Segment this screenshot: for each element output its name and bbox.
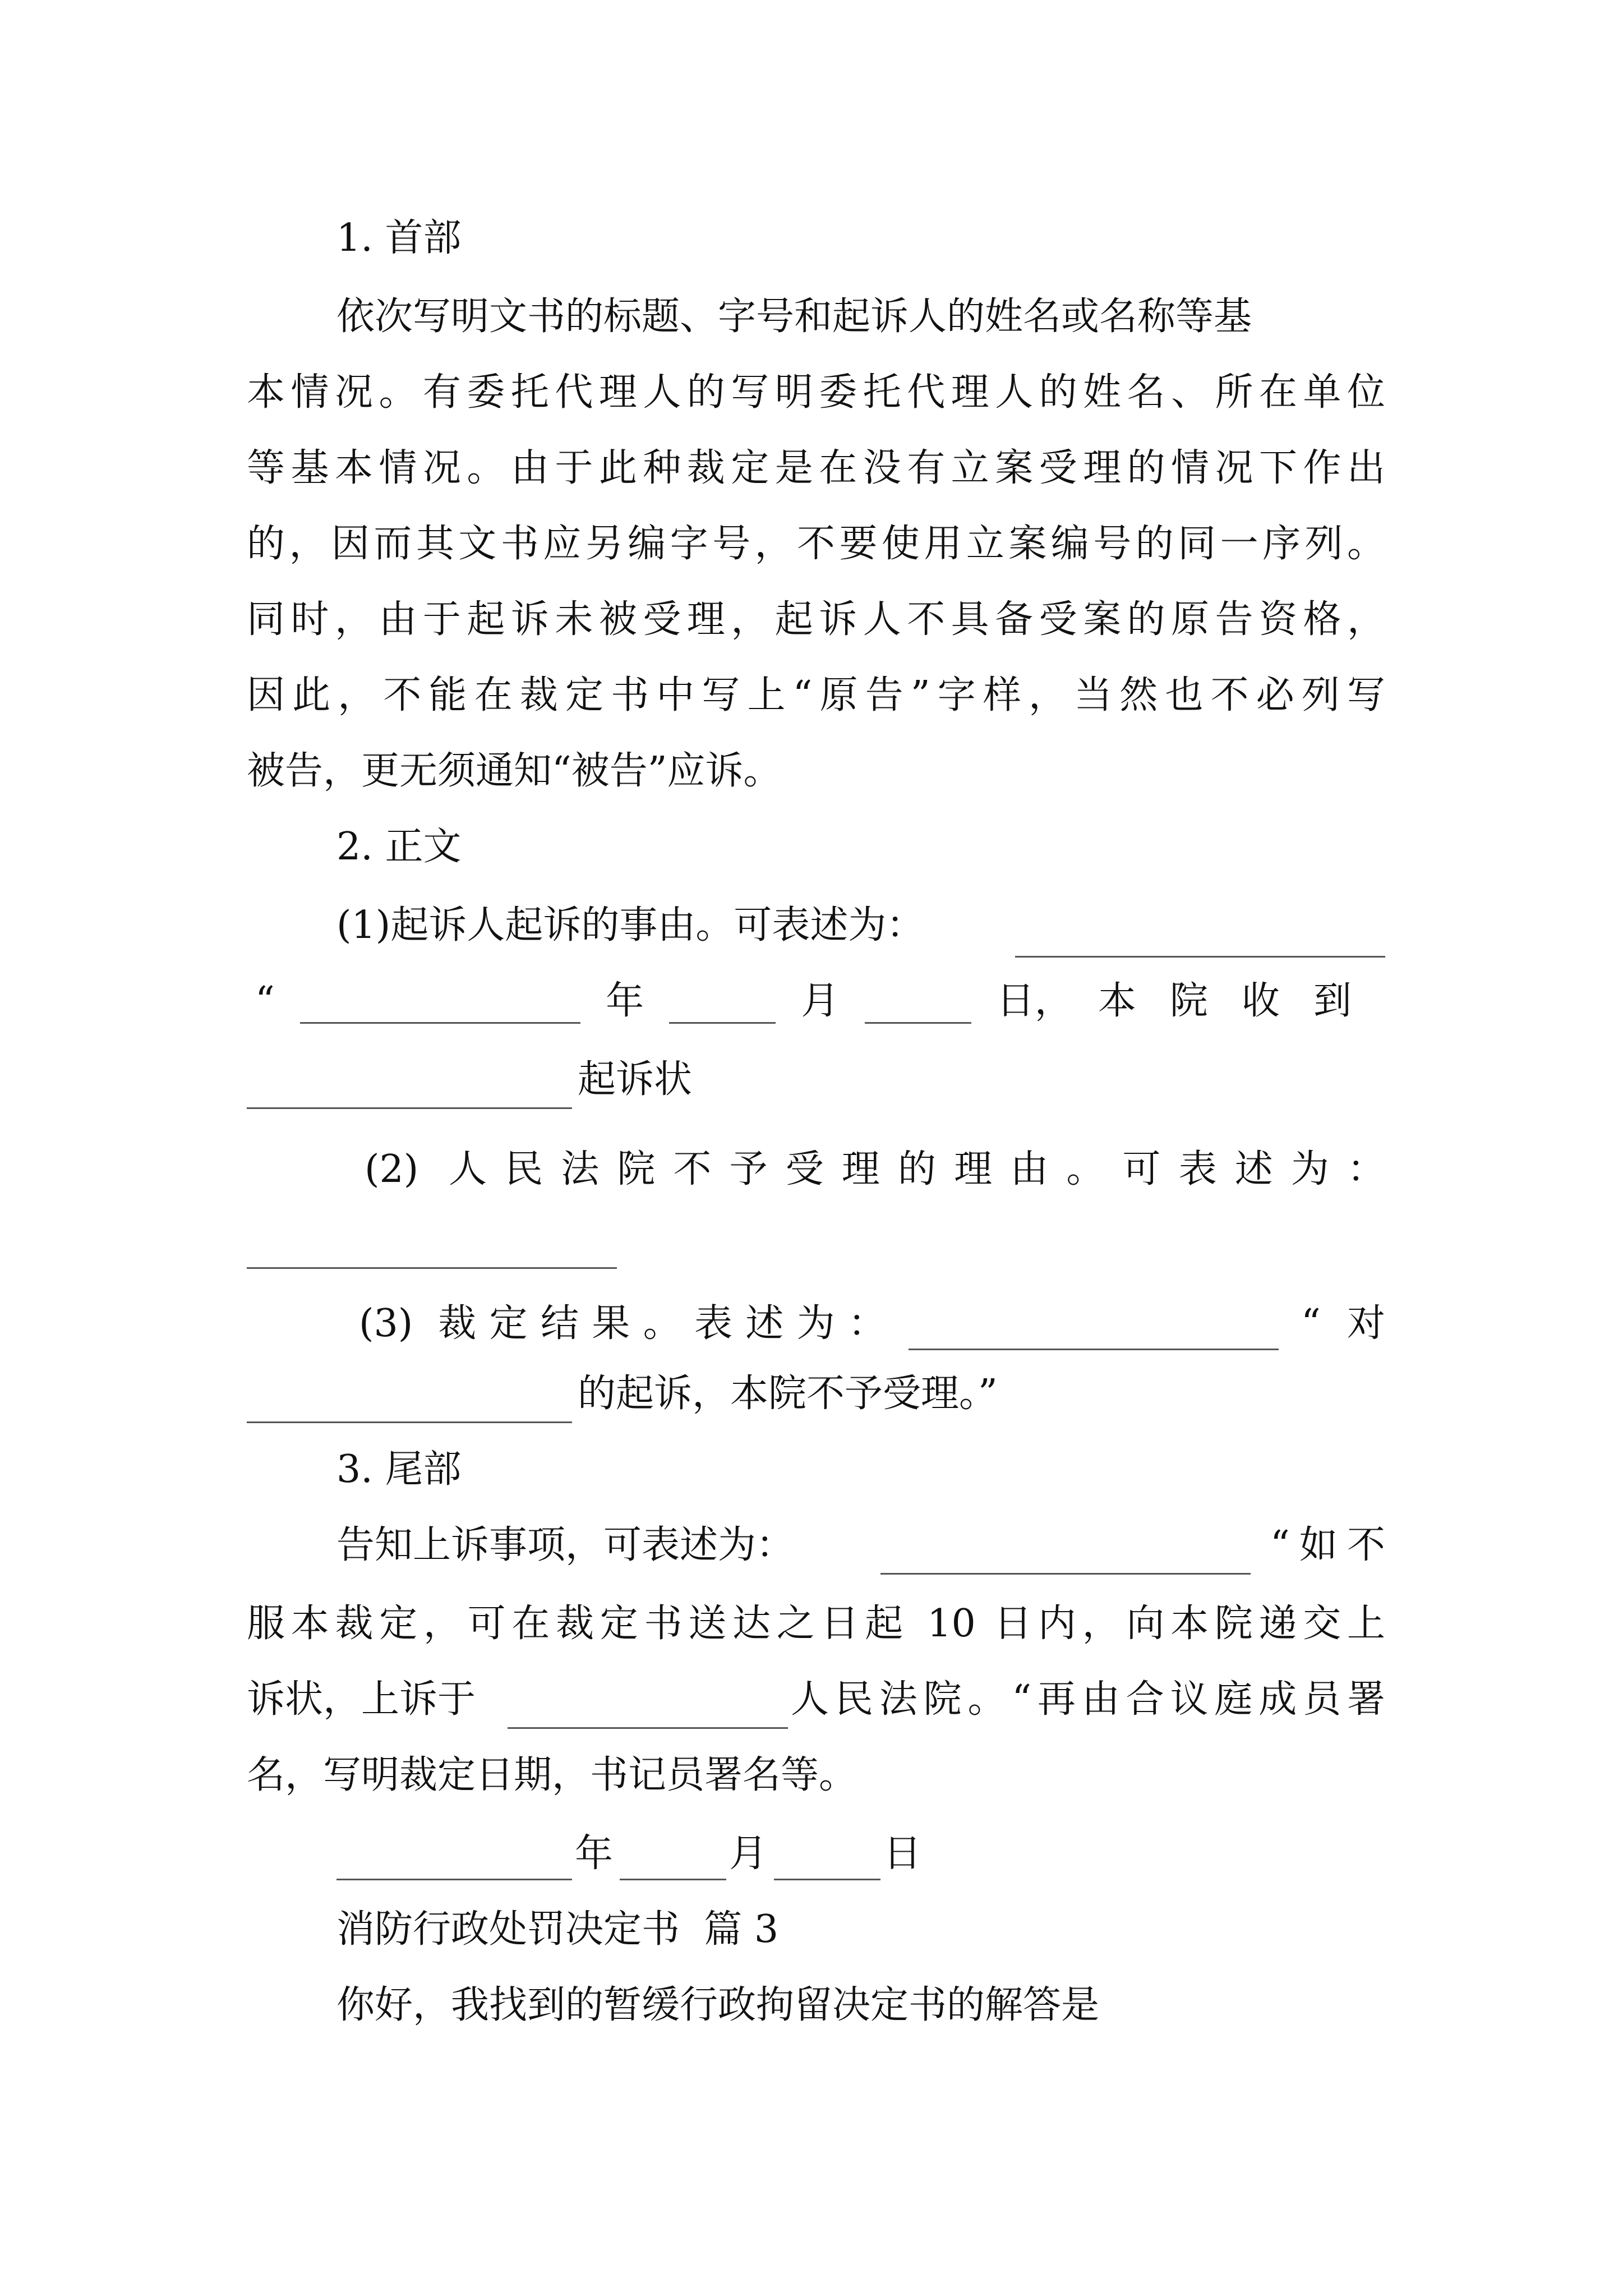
blank-line [247,1105,572,1109]
appeal-lead: 告知上诉事项，可表述为： [336,1523,795,1567]
section-heading-3: 3. 尾部 [336,1447,462,1492]
appeal-quote: “如不 [1270,1523,1385,1567]
blank-line [247,1265,617,1269]
blank-line [508,1725,788,1729]
item-1-lead: (1)起诉人起诉的事由。可表述为： [336,903,925,947]
blank-line [300,988,580,1024]
received-label: 本院收到 [1098,979,1385,1023]
next-article-title: 消防行政处罚决定书 篇 3 [336,1907,779,1952]
item-3-quote: “对 [1301,1301,1385,1346]
answer-line: 你好，我找到的暂缓行政拘留决定书的解答是 [336,1983,1100,2027]
year-label: 年 [606,979,644,1023]
section-heading-2: 2. 正文 [336,825,462,869]
item-3-text: (3) 裁定结果。表述为： [359,1301,886,1346]
blank-line [865,988,971,1024]
paragraph-line: 依次写明文书的标题、字号和起诉人的姓名或名称等基 [336,295,1252,339]
blank-line [909,1346,1279,1350]
paragraph-line: 的，因而其文书应另编字号，不要使用立案编号的同一序列。 [247,522,1385,566]
paragraph-line: 等基本情况。由于此种裁定是在没有立案受理的情况下作出 [247,446,1385,490]
blank-line [247,1419,572,1423]
paragraph-line: 服本裁定，可在裁定书送达之日起 10 日内，向本院递交上 [247,1602,1385,1646]
blank-line [1015,954,1385,958]
day-label: 日， [996,979,1073,1023]
blank-line [774,1876,880,1880]
blank-line [669,988,776,1024]
blank-line [620,1876,726,1880]
quote-mark: “ [255,979,275,1023]
month-label: 月 [801,979,840,1023]
section-heading-1: 1. 首部 [336,216,462,260]
appeal-court-tail: 人民法院。“再由合议庭成员署 [791,1677,1385,1722]
item-1-tail: 起诉状 [578,1057,693,1102]
paragraph-line: 被告，更无须通知“被告”应诉。 [247,749,782,793]
appeal-court-lead: 诉状，上诉于 [247,1677,476,1722]
item-1-date-line [255,979,1385,1024]
paragraph-line: 本情况。有委托代理人的写明委托代理人的姓名、所在单位 [247,370,1385,415]
date-month-label: 月 [729,1832,768,1876]
blank-line [336,1876,572,1880]
item-3-tail: 的起诉，本院不予受理。” [578,1372,998,1416]
paragraph-line: 因此，不能在裁定书中写上“原告”字样，当然也不必列写 [247,673,1385,717]
date-day-label: 日 [883,1832,922,1876]
paragraph-line: 同时，由于起诉未被受理，起诉人不具备受案的原告资格， [247,597,1385,642]
blank-line [880,1571,1251,1575]
item-2-text: (2) 人民法院不予受理的理由。可表述为： [365,1147,1385,1191]
paragraph-line: 名，写明裁定日期，书记员署名等。 [247,1753,857,1797]
date-year-label: 年 [575,1832,614,1876]
